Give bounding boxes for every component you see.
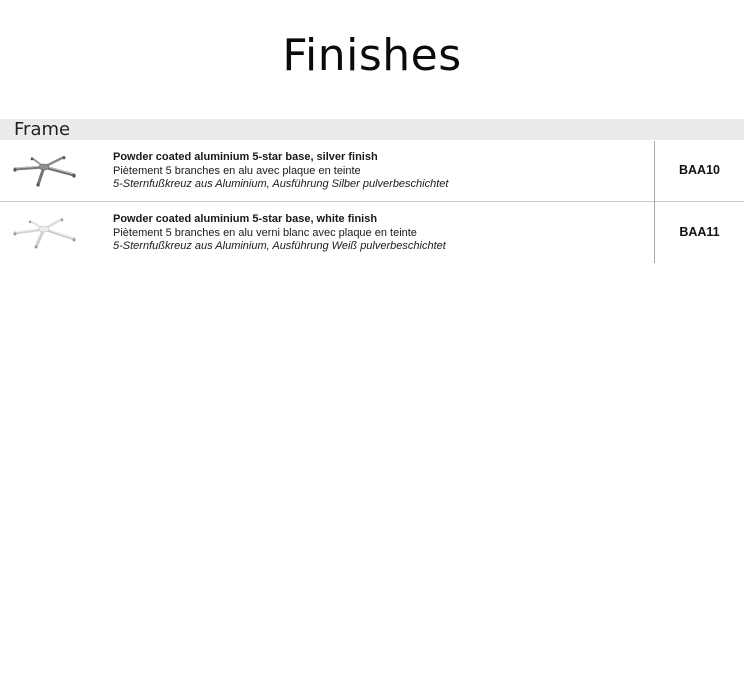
description-fr: Piètement 5 branches en alu verni blanc avec plaque en teinte bbox=[113, 226, 417, 239]
finish-code: BAA11 bbox=[679, 225, 720, 239]
star-base-white-icon bbox=[10, 211, 78, 249]
section-title: Frame bbox=[14, 119, 71, 140]
description-en: Powder coated aluminium 5-star base, silver finish bbox=[113, 151, 378, 163]
finish-description bbox=[113, 213, 648, 254]
description-fr: Piètement 5 branches en alu avec plaque en teinte bbox=[113, 164, 361, 177]
description-en: Powder coated aluminium 5-star base, white finish bbox=[113, 213, 378, 225]
table-row bbox=[0, 203, 744, 265]
description-de: 5-Sternfußkreuz aus Aluminium, Ausführung Silber pulverbeschichtet bbox=[113, 178, 449, 190]
column-divider bbox=[654, 141, 655, 263]
row-divider bbox=[0, 201, 744, 202]
page-title: Finishes bbox=[282, 30, 462, 81]
finish-code: BAA10 bbox=[679, 163, 720, 177]
description-de: 5-Sternfußkreuz aus Aluminium, Ausführung Weiß pulverbeschichtet bbox=[113, 240, 446, 252]
finish-description bbox=[113, 151, 648, 192]
star-base-silver-icon bbox=[10, 149, 78, 187]
section-header-frame bbox=[0, 119, 744, 140]
table-row bbox=[0, 141, 744, 203]
